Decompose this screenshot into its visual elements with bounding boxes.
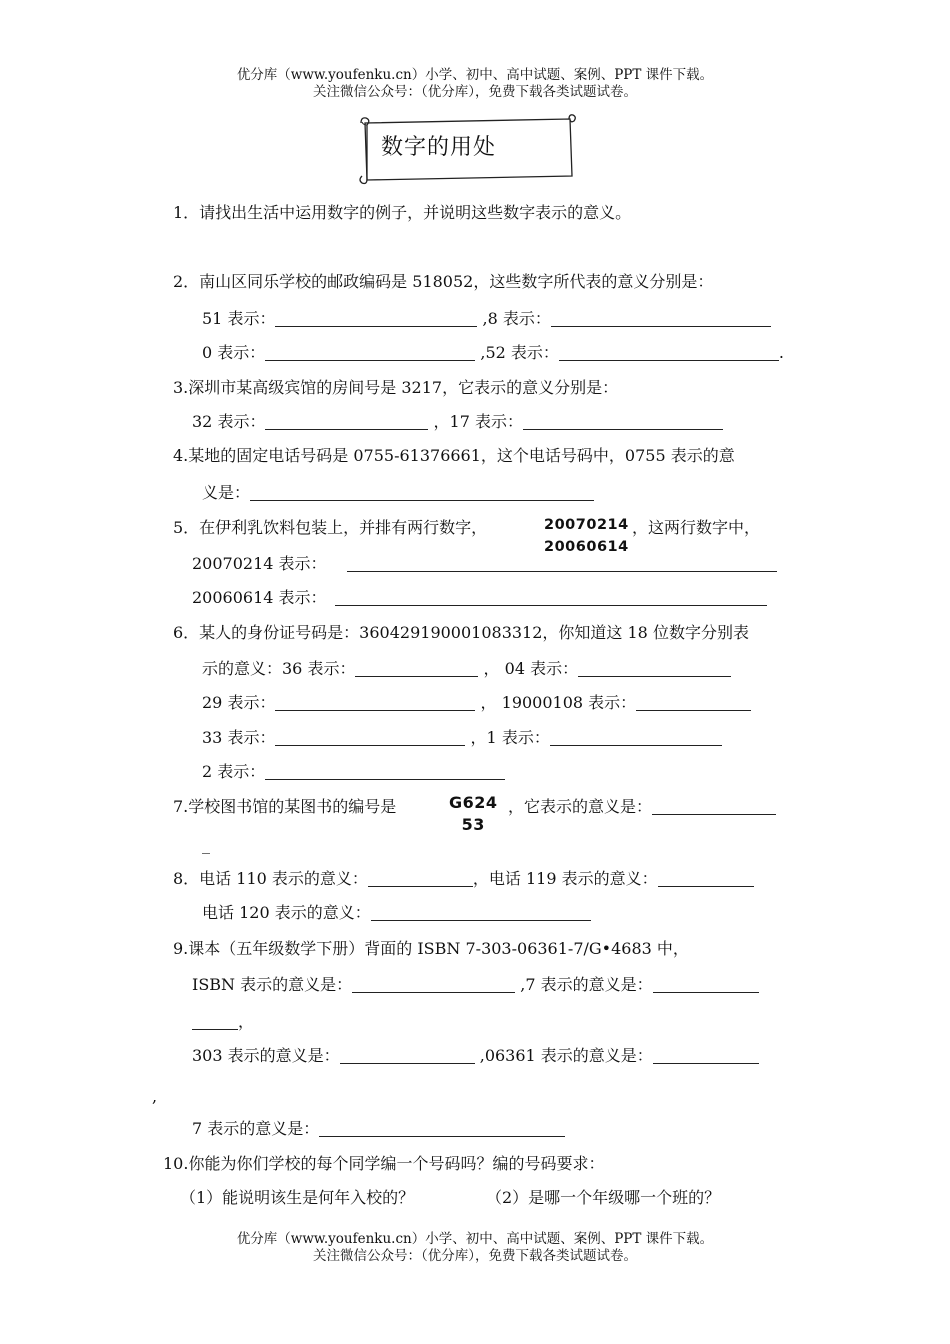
q3-label-17: ，17 表示： bbox=[433, 412, 523, 431]
page-title: 数字的用处 bbox=[381, 135, 497, 160]
question-7-stem-a: 7.学校图书馆的某图书的编号是 bbox=[173, 797, 397, 816]
answer-blank[interactable] bbox=[355, 659, 478, 677]
footer-line-1: 优分库（www.youfenku.cn）小学、初中、高中试题、案例、PPT 课件下载。 bbox=[236, 1231, 714, 1247]
q3-label-32: 32 表示： bbox=[192, 412, 266, 431]
q7-code-stack bbox=[449, 792, 498, 836]
q4-label: 义是： bbox=[202, 483, 251, 502]
answer-blank[interactable] bbox=[265, 762, 505, 780]
question-6-row-2 bbox=[202, 693, 751, 713]
q9-label-7b: 7 表示的意义是： bbox=[192, 1119, 320, 1138]
answer-blank[interactable] bbox=[335, 588, 767, 606]
question-5-row-1 bbox=[192, 554, 777, 574]
footer-line-2: 关注微信公众号：（优分库），免费下载各类试题试卷。 bbox=[313, 1248, 637, 1264]
question-3-stem: 3.深圳市某高级宾馆的房间号是 3217，它表示的意义分别是： bbox=[173, 378, 619, 397]
answer-blank[interactable] bbox=[371, 903, 591, 921]
answer-blank[interactable] bbox=[559, 343, 779, 361]
q5-label-2: 20060614 表示： bbox=[192, 588, 327, 607]
q5-number-1: 20070214 bbox=[544, 517, 629, 533]
answer-blank[interactable] bbox=[658, 869, 754, 887]
q8-label-120: 电话 120 表示的意义： bbox=[202, 903, 371, 922]
question-7-row bbox=[508, 797, 776, 817]
question-4-stem: 4.某地的固定电话号码是 0755-61376661，这个电话号码中，0755 表示的意 bbox=[173, 446, 735, 465]
q2-label-8: ,8 表示： bbox=[482, 309, 551, 328]
q6-label-29: 29 表示： bbox=[202, 693, 276, 712]
question-6-row-4 bbox=[202, 762, 505, 782]
page-footer bbox=[0, 1231, 950, 1265]
q9-label-7: ,7 表示的意义是： bbox=[520, 975, 653, 994]
question-6-row-1 bbox=[202, 659, 731, 679]
answer-blank[interactable] bbox=[550, 728, 722, 746]
q9-comma-2: , bbox=[152, 1087, 158, 1106]
q8-label-110: 8．电话 110 表示的意义： bbox=[173, 869, 368, 888]
q6-label-1: ，1 表示： bbox=[470, 728, 550, 747]
question-9-row-1-cont bbox=[192, 1012, 254, 1032]
question-9-stem: 9.课本（五年级数学下册）背面的 ISBN 7-303-06361-7/G•4683 中， bbox=[173, 939, 689, 958]
q5-number-2: 20060614 bbox=[544, 539, 629, 555]
answer-blank[interactable] bbox=[340, 1046, 475, 1064]
answer-blank[interactable] bbox=[192, 1012, 238, 1030]
title-scroll bbox=[357, 113, 577, 185]
q6-label-2: 2 表示： bbox=[202, 762, 266, 781]
question-5-row-2 bbox=[192, 588, 767, 608]
q6-label-36: 示的意义：36 表示： bbox=[202, 659, 356, 678]
q5-label-1: 20070214 表示： bbox=[192, 554, 327, 573]
q2-end-mark: . bbox=[778, 343, 785, 362]
answer-blank[interactable] bbox=[275, 693, 475, 711]
answer-blank[interactable] bbox=[523, 412, 723, 430]
answer-blank[interactable] bbox=[636, 693, 751, 711]
answer-blank[interactable] bbox=[551, 309, 771, 327]
question-2-row-1 bbox=[202, 309, 771, 329]
q7-label: ，它表示的意义是： bbox=[508, 797, 653, 816]
answer-blank[interactable] bbox=[368, 869, 473, 887]
question-6-stem: 6．某人的身份证号码是：360429190001083312，你知道这 18 位数字分别表 bbox=[173, 623, 749, 642]
answer-blank[interactable] bbox=[652, 797, 776, 815]
question-6-row-3 bbox=[202, 728, 722, 748]
answer-blank[interactable] bbox=[352, 975, 515, 993]
question-5-stem-a: 5．在伊利乳饮料包装上，并排有两行数字， bbox=[173, 518, 488, 537]
q9-comma-1: ， bbox=[238, 1012, 255, 1031]
q8-label-119: ，电话 119 表示的意义： bbox=[472, 869, 658, 888]
question-2-stem: 2．南山区同乐学校的邮政编码是 518052，这些数字所代表的意义分别是： bbox=[173, 272, 714, 291]
answer-blank[interactable] bbox=[653, 975, 759, 993]
q9-label-isbn: ISBN 表示的意义是： bbox=[192, 975, 353, 994]
answer-blank[interactable] bbox=[265, 343, 475, 361]
q7-code-2: 53 bbox=[461, 815, 485, 834]
question-8-row-1 bbox=[173, 869, 754, 889]
question-9-row-3 bbox=[192, 1119, 565, 1139]
question-4-row bbox=[202, 483, 594, 503]
answer-blank[interactable] bbox=[578, 659, 731, 677]
page-header bbox=[0, 67, 950, 101]
answer-blank[interactable] bbox=[275, 728, 465, 746]
q2-label-51: 51 表示： bbox=[202, 309, 276, 328]
question-5-stem-b: ，这两行数字中， bbox=[632, 518, 761, 537]
q9-label-303: 303 表示的意义是： bbox=[192, 1046, 340, 1065]
q6-label-04: ， 04 表示： bbox=[483, 659, 579, 678]
q5-number-stack bbox=[544, 514, 629, 558]
question-10-part-1: （1）能说明该生是何年入校的？ bbox=[180, 1188, 415, 1207]
answer-blank[interactable] bbox=[275, 309, 477, 327]
q7-tail: _ bbox=[202, 835, 210, 854]
q2-label-52: ,52 表示： bbox=[480, 343, 559, 362]
q2-label-0: 0 表示： bbox=[202, 343, 266, 362]
q6-label-33: 33 表示： bbox=[202, 728, 276, 747]
answer-blank[interactable] bbox=[653, 1046, 759, 1064]
header-line-2: 关注微信公众号：（优分库），免费下载各类试题试卷。 bbox=[313, 84, 637, 100]
answer-blank[interactable] bbox=[319, 1119, 565, 1137]
question-10-stem: 10.你能为你们学校的每个同学编一个号码吗？编的号码要求： bbox=[163, 1154, 605, 1173]
question-9-row-1 bbox=[192, 975, 759, 995]
q9-label-06361: ,06361 表示的意义是： bbox=[479, 1046, 653, 1065]
q6-label-19000108: ， 19000108 表示： bbox=[480, 693, 637, 712]
question-9-row-2 bbox=[192, 1046, 759, 1066]
question-8-row-2 bbox=[202, 903, 591, 923]
question-10-part-2: （2）是哪一个年级哪一个班的？ bbox=[486, 1188, 721, 1207]
header-line-1: 优分库（www.youfenku.cn）小学、初中、高中试题、案例、PPT 课件下载。 bbox=[236, 67, 714, 83]
answer-blank[interactable] bbox=[250, 483, 594, 501]
q7-code-1: G624 bbox=[449, 793, 498, 812]
question-2-row-2 bbox=[202, 343, 784, 363]
answer-blank[interactable] bbox=[347, 554, 777, 572]
answer-blank[interactable] bbox=[265, 412, 428, 430]
question-3-row bbox=[192, 412, 723, 432]
question-1: 1．请找出生活中运用数字的例子，并说明这些数字表示的意义。 bbox=[173, 203, 632, 222]
